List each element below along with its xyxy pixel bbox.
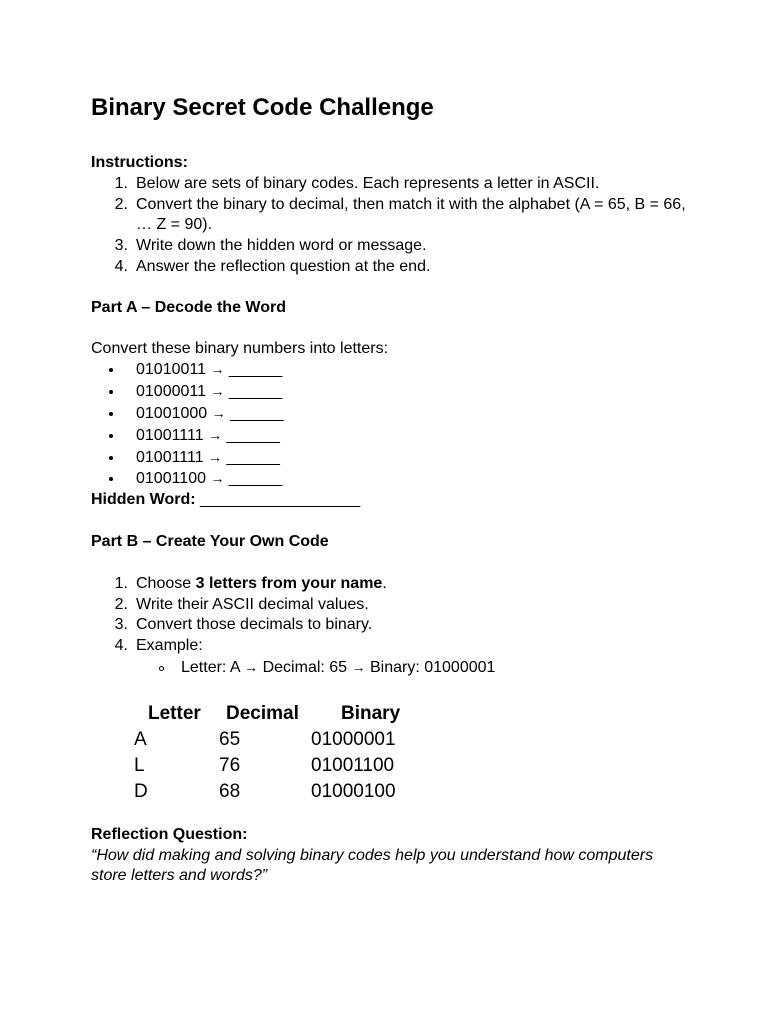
bullet-icon — [109, 434, 113, 438]
table-header: Letter — [148, 702, 201, 724]
bullet-icon — [109, 456, 113, 460]
list-item: 3. Convert those decimals to binary. — [114, 616, 373, 634]
list-item: 01001000 → ______ — [91, 403, 691, 425]
table-cell: 68 — [219, 780, 241, 802]
list-item: Letter: A → Decimal: 65 → Binary: 01000001 — [91, 657, 691, 679]
part-a-heading: Part A – Decode the Word — [91, 298, 286, 316]
page-title: Binary Secret Code Challenge — [91, 94, 434, 121]
hidden-word-label: Hidden Word: — [91, 491, 196, 509]
bullet-icon — [109, 412, 113, 416]
table-row — [134, 753, 691, 779]
table-cell: 65 — [219, 728, 241, 750]
part-a-intro: Convert these binary numbers into letters: — [91, 339, 389, 357]
list-item: 3. Write down the hidden word or message. — [114, 237, 427, 255]
example-sublist — [91, 657, 691, 679]
table-header-row — [134, 701, 691, 727]
instructions-heading: Instructions: — [91, 154, 188, 171]
part-b-steps — [91, 574, 691, 657]
list-item: 01010011 → ______ — [91, 359, 691, 381]
list-item: 2. Write their ASCII decimal values. — [114, 595, 369, 613]
worksheet-page — [91, 93, 691, 887]
table-cell: L — [134, 754, 145, 776]
table-cell: 01000001 — [311, 728, 396, 750]
arrow-icon: → — [351, 658, 366, 675]
arrow-icon: → — [244, 658, 259, 675]
arrow-icon: → — [208, 426, 223, 443]
list-item: 01001100 → ______ — [91, 468, 691, 490]
list-item: 01000011 → ______ — [91, 381, 691, 403]
arrow-icon: → — [208, 448, 223, 465]
answer-blank: ______ — [228, 470, 283, 488]
answer-blank: ______ — [228, 383, 283, 401]
hidden-word-blank: __________________ — [200, 491, 361, 509]
reflection-heading: Reflection Question: — [91, 825, 248, 843]
table-row — [134, 727, 691, 753]
example-table — [134, 701, 691, 805]
arrow-icon: → — [210, 361, 225, 378]
answer-blank: ______ — [226, 426, 280, 444]
answer-blank: ______ — [230, 404, 284, 422]
instructions-list — [91, 174, 691, 278]
reflection-question: “How did making and solving binary codes help you understand how computers store letters and words?” — [91, 846, 654, 885]
table-cell: A — [134, 728, 147, 750]
circle-bullet-icon — [159, 666, 164, 671]
table-header: Decimal — [226, 702, 299, 724]
table-cell: 01001100 — [311, 754, 395, 776]
answer-blank: ______ — [228, 361, 283, 379]
bullet-icon — [109, 390, 113, 394]
list-item: 4. Answer the reflection question at the end. — [114, 257, 431, 275]
bullet-icon — [109, 368, 113, 372]
table-cell: 01000100 — [311, 780, 396, 802]
arrow-icon: → — [210, 470, 225, 487]
bullet-icon — [109, 477, 113, 481]
table-header: Binary — [341, 702, 401, 724]
list-item: 1. Below are sets of binary codes. Each represents a letter in ASCII. — [114, 174, 600, 192]
list-item: 4. Example: — [114, 637, 203, 655]
table-cell: D — [134, 780, 148, 802]
arrow-icon: → — [210, 383, 225, 400]
part-b-heading: Part B – Create Your Own Code — [91, 532, 329, 550]
hidden-word-line — [91, 490, 691, 511]
table-cell: 76 — [219, 754, 241, 776]
list-item: 1. Choose 3 letters from your name. — [114, 574, 387, 592]
answer-blank: ______ — [226, 448, 280, 466]
list-item: 01001111 → ______ — [91, 447, 691, 469]
table-row — [134, 779, 691, 805]
list-item: 01001111 → ______ — [91, 425, 691, 447]
binary-code-list — [91, 359, 691, 490]
arrow-icon: → — [211, 404, 226, 421]
list-item: 2. Convert the binary to decimal, then match it with the alphabet (A = 65, B = 66, … Z = 90). — [114, 195, 686, 234]
